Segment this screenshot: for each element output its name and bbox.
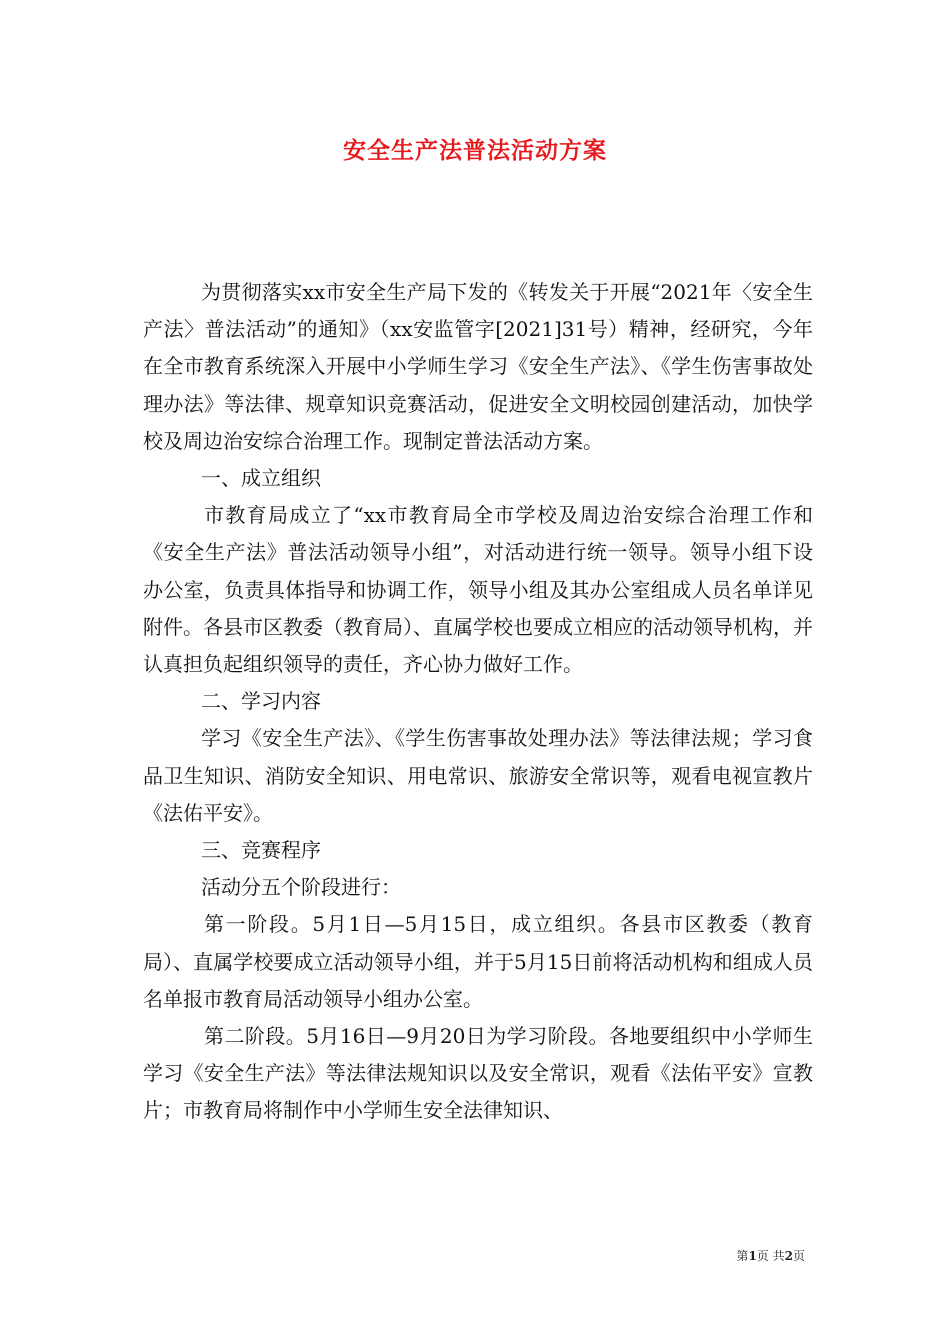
procedure-intro-paragraph: 活动分五个阶段进行：	[201, 875, 401, 900]
footer-middle: 页 共	[756, 1249, 785, 1263]
document-body	[143, 274, 813, 1130]
organization-paragraph: 市教育局成立了“xx市教育局全市学校及周边治安综合治理工作和《安全生产法》普法活动领导小组”，对活动进行统一领导。领导小组下设办公室，负责具体指导和协调工作，领导小组及其办公室组成人员名单详见附件。各县市区教委（教育局）、直属学校也要成立相应的活动领导机构，并认真担负起组织领导的责任，齐心协力做好工作。	[143, 503, 813, 677]
section-heading-study-content: 二、学习内容	[201, 689, 321, 714]
study-content-paragraph: 学习《安全生产法》、《学生伤害事故处理办法》等法律法规；学习食品卫生知识、消防安全知识、用电常识、旅游安全常识等，观看电视宣教片《法佑平安》。	[143, 726, 813, 825]
section-heading-organization: 一、成立组织	[201, 466, 321, 491]
page-number-footer	[736, 1247, 805, 1264]
document-title: 安全生产法普法活动方案	[343, 137, 607, 164]
phase-two-paragraph: 第二阶段。5月16日—9月20日为学习阶段。各地要组织中小学师生学习《安全生产法》等法律法规知识以及安全常识，观看《法佑平安》宣教片；市教育局将制作中小学师生安全法律知识、	[143, 1024, 813, 1123]
footer-total-pages: 2	[784, 1249, 793, 1263]
section-heading-competition-procedure: 三、竞赛程序	[201, 838, 321, 863]
intro-paragraph: 为贯彻落实xx市安全生产局下发的《转发关于开展“2021年〈安全生产法〉普法活动”的通知》（xx安监管字[2021]31号）精神，经研究，今年在全市教育系统深入开展中小学师生学习《安全生产法》、《学生伤害事故处理办法》等法律、规章知识竞赛活动，促进安全文明校园创建活动，加快学校及周边治安综合治理工作。现制定普法活动方案。	[143, 280, 813, 453]
phase-one-paragraph: 第一阶段。5月1日—5月15日，成立组织。各县市区教委（教育局）、直属学校要成立活动领导小组，并于5月15日前将活动机构和组成人员名单报市教育局活动领导小组办公室。	[143, 912, 813, 1011]
footer-current-page: 1	[748, 1249, 757, 1263]
footer-suffix: 页	[792, 1249, 805, 1263]
footer-prefix: 第	[736, 1249, 749, 1263]
